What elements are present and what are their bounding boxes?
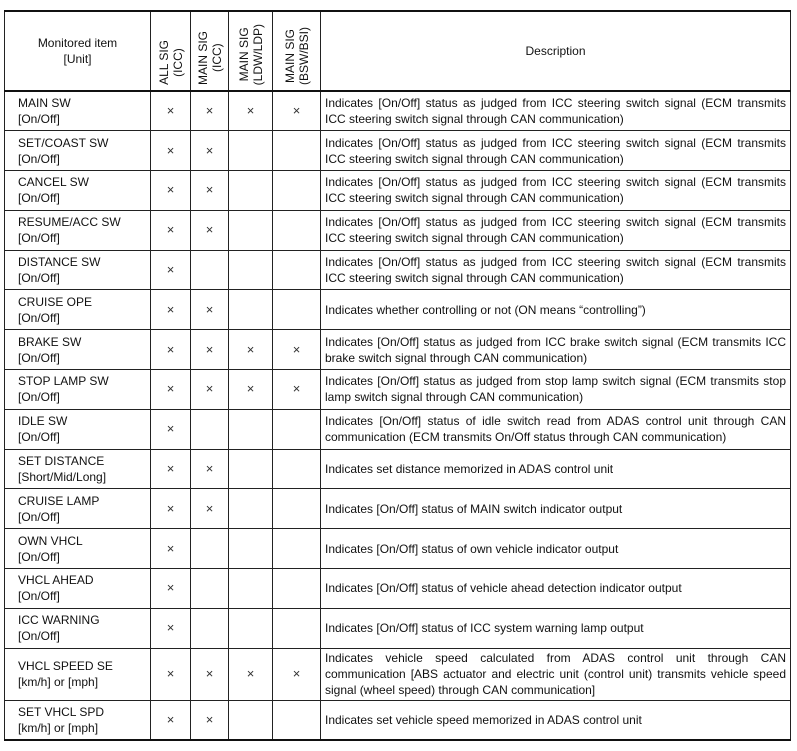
monitored-item-unit: [On/Off] [18,589,60,604]
main-sig-bsw-bsi-mark-cell [273,91,321,131]
header-main-sig-ldw-ldp [229,11,273,91]
monitored-item-name: DISTANCE SW [18,255,101,270]
monitored-item-name: SET/COAST SW [18,135,109,150]
monitored-item-name: CANCEL SW [18,175,89,190]
monitored-item-name: BRAKE SW [18,334,82,349]
main-sig-ldw-ldp-mark-cell [229,250,273,290]
monitored-item-cell [5,409,151,449]
header-main-sig-ldw-line1: MAIN SIG [236,27,251,82]
table-row [5,91,791,131]
main-sig-bsw-bsi-mark-cell [273,700,321,740]
description-cell: Indicates [On/Off] status of ICC system warning lamp output [321,608,791,648]
all-sig-icc-mark: × [166,540,175,556]
main-sig-ldw-ldp-mark: × [246,666,255,682]
header-main-sig-ldw-line2: (LDW/LDP) [250,23,265,85]
main-sig-ldw-ldp-mark: × [246,103,255,119]
monitored-item-cell [5,250,151,290]
main-sig-bsw-bsi-mark-cell [273,290,321,330]
main-sig-ldw-ldp-mark: × [246,381,255,397]
description-cell: Indicates vehicle speed calculated from ADAS control unit through CAN communication [ABS actuator and electric unit (control unit) transmits vehicle speed signal (wheel speed) through CAN communication] [321,648,791,700]
all-sig-icc-mark: × [166,711,175,727]
table-row [5,569,791,609]
monitored-item-cell [5,171,151,211]
monitored-item-cell [5,608,151,648]
main-sig-icc-mark: × [205,711,214,727]
main-sig-ldw-ldp-mark-cell [229,608,273,648]
header-all-sig-line2: (ICC) [170,48,185,77]
table-header-row [5,11,791,91]
all-sig-icc-mark: × [166,381,175,397]
monitored-item-cell [5,91,151,131]
main-sig-icc-mark-cell [191,569,229,609]
main-sig-icc-mark: × [205,142,214,158]
main-sig-ldw-ldp-mark-cell [229,409,273,449]
main-sig-ldw-ldp-mark-cell [229,449,273,489]
main-sig-bsw-bsi-mark-cell [273,171,321,211]
all-sig-icc-mark-cell [151,569,191,609]
monitored-item-cell [5,210,151,250]
description-cell: Indicates [On/Off] status of idle switch read from ADAS control unit through CAN communication (ECM transmits On/Off status through CAN communication) [321,409,791,449]
monitored-item-cell [5,700,151,740]
description-cell: Indicates set vehicle speed memorized in ADAS control unit [321,700,791,740]
all-sig-icc-mark: × [166,580,175,596]
main-sig-ldw-ldp-mark-cell [229,131,273,171]
table-row [5,250,791,290]
main-sig-bsw-bsi-mark: × [292,103,301,119]
all-sig-icc-mark-cell [151,171,191,211]
main-sig-ldw-ldp-mark-cell [229,91,273,131]
all-sig-icc-mark: × [166,142,175,158]
monitored-item-cell [5,370,151,410]
main-sig-bsw-bsi-mark-cell [273,569,321,609]
main-sig-bsw-bsi-mark-cell [273,449,321,489]
all-sig-icc-mark-cell [151,290,191,330]
main-sig-bsw-bsi-mark: × [292,341,301,357]
main-sig-ldw-ldp-mark-cell [229,171,273,211]
main-sig-bsw-bsi-mark-cell [273,370,321,410]
header-monitored-item [5,11,151,91]
main-sig-icc-mark: × [205,182,214,198]
header-main-sig-bsw-line2: (BSW/BSI) [296,26,311,85]
main-sig-ldw-ldp-mark-cell [229,330,273,370]
monitored-item-name: VHCL SPEED SE [18,659,113,674]
monitored-item-name: STOP LAMP SW [18,374,109,389]
all-sig-icc-mark: × [166,500,175,516]
main-sig-icc-mark: × [205,341,214,357]
main-sig-icc-mark: × [205,301,214,317]
table-row [5,330,791,370]
main-sig-icc-mark: × [205,381,214,397]
main-sig-bsw-bsi-mark-cell [273,210,321,250]
all-sig-icc-mark-cell [151,210,191,250]
main-sig-icc-mark-cell [191,700,229,740]
all-sig-icc-mark: × [166,421,175,437]
all-sig-icc-mark-cell [151,529,191,569]
main-sig-bsw-bsi-mark-cell [273,131,321,171]
description-cell: Indicates set distance memorized in ADAS control unit [321,449,791,489]
description-cell: Indicates [On/Off] status as judged from ICC steering switch signal (ECM transmits ICC steering switch signal through CAN communication) [321,210,791,250]
all-sig-icc-mark-cell [151,409,191,449]
monitored-item-cell [5,449,151,489]
monitored-item-cell [5,489,151,529]
monitored-item-unit: [On/Off] [18,629,60,644]
monitored-item-name: VHCL AHEAD [18,573,94,588]
main-sig-bsw-bsi-mark-cell [273,608,321,648]
table-row [5,131,791,171]
monitored-item-unit: [km/h] or [mph] [18,675,99,690]
table-row [5,290,791,330]
monitored-item-cell [5,569,151,609]
all-sig-icc-mark-cell [151,91,191,131]
main-sig-icc-mark-cell [191,131,229,171]
all-sig-icc-mark-cell [151,370,191,410]
monitored-item-unit: [On/Off] [18,509,60,524]
main-sig-icc-mark-cell [191,250,229,290]
table-row [5,608,791,648]
monitored-item-name: SET DISTANCE [18,454,105,469]
monitored-item-name: SET VHCL SPD [18,704,105,719]
table-row [5,700,791,740]
description-cell: Indicates whether controlling or not (ON means “controlling”) [321,290,791,330]
header-main-sig-bsw-bsi [273,11,321,91]
main-sig-icc-mark-cell [191,91,229,131]
main-sig-icc-mark-cell [191,210,229,250]
all-sig-icc-mark-cell [151,608,191,648]
monitored-item-name: RESUME/ACC SW [18,215,121,230]
main-sig-icc-mark: × [205,666,214,682]
all-sig-icc-mark: × [166,301,175,317]
monitored-item-unit: [On/Off] [18,112,60,127]
description-cell: Indicates [On/Off] status of MAIN switch indicator output [321,489,791,529]
header-unit-label: [Unit] [63,52,92,66]
table-row [5,210,791,250]
description-cell: Indicates [On/Off] status of own vehicle indicator output [321,529,791,569]
main-sig-bsw-bsi-mark-cell [273,330,321,370]
header-description: Description [321,11,791,91]
main-sig-bsw-bsi-mark-cell [273,489,321,529]
header-item-label: Monitored item [37,36,118,50]
main-sig-ldw-ldp-mark-cell [229,529,273,569]
main-sig-icc-mark-cell [191,648,229,700]
main-sig-bsw-bsi-mark-cell [273,648,321,700]
description-cell: Indicates [On/Off] status as judged from ICC brake switch signal (ECM transmits ICC brake switch signal through CAN communication) [321,330,791,370]
main-sig-icc-mark-cell [191,608,229,648]
monitored-item-name: OWN VHCL [18,533,83,548]
main-sig-icc-mark-cell [191,489,229,529]
main-sig-bsw-bsi-mark: × [292,381,301,397]
main-sig-icc-mark-cell [191,330,229,370]
monitored-item-name: MAIN SW [18,96,71,111]
all-sig-icc-mark: × [166,222,175,238]
all-sig-icc-mark-cell [151,648,191,700]
table-row [5,529,791,569]
main-sig-icc-mark-cell [191,290,229,330]
main-sig-bsw-bsi-mark-cell [273,409,321,449]
monitored-item-unit: [On/Off] [18,549,60,564]
table-row [5,370,791,410]
all-sig-icc-mark-cell [151,700,191,740]
monitored-item-unit: [On/Off] [18,350,60,365]
monitored-item-name: CRUISE LAMP [18,493,100,508]
monitored-item-name: IDLE SW [18,414,68,429]
monitored-item-name: CRUISE OPE [18,294,93,309]
monitored-item-cell [5,131,151,171]
main-sig-icc-mark-cell [191,171,229,211]
table-row [5,171,791,211]
all-sig-icc-mark: × [166,620,175,636]
all-sig-icc-mark-cell [151,489,191,529]
header-main-sig-icc-line1: MAIN SIG [195,30,210,85]
all-sig-icc-mark: × [166,461,175,477]
monitored-item-cell [5,529,151,569]
monitored-item-unit: [On/Off] [18,430,60,445]
main-sig-icc-mark-cell [191,529,229,569]
description-cell: Indicates [On/Off] status as judged from stop lamp switch signal (ECM transmits stop lamp switch signal through CAN communication) [321,370,791,410]
table-row [5,449,791,489]
all-sig-icc-mark-cell [151,250,191,290]
header-main-sig-icc [191,11,229,91]
all-sig-icc-mark: × [166,182,175,198]
monitored-item-unit: [On/Off] [18,390,60,405]
monitored-item-name: ICC WARNING [18,613,100,628]
table-row [5,648,791,700]
description-cell: Indicates [On/Off] status as judged from ICC steering switch signal (ECM transmits ICC steering switch signal through CAN communication) [321,250,791,290]
main-sig-icc-mark-cell [191,449,229,489]
monitored-item-cell [5,648,151,700]
header-main-sig-bsw-line1: MAIN SIG [282,28,297,83]
all-sig-icc-mark-cell [151,449,191,489]
main-sig-ldw-ldp-mark-cell [229,290,273,330]
monitored-item-unit: [km/h] or [mph] [18,720,99,735]
main-sig-ldw-ldp-mark-cell [229,700,273,740]
all-sig-icc-mark-cell [151,131,191,171]
monitored-item-cell [5,290,151,330]
main-sig-bsw-bsi-mark-cell [273,250,321,290]
all-sig-icc-mark: × [166,103,175,119]
main-sig-ldw-ldp-mark-cell [229,648,273,700]
main-sig-ldw-ldp-mark-cell [229,370,273,410]
monitored-item-unit: [Short/Mid/Long] [18,470,107,485]
header-all-sig-icc [151,11,191,91]
main-sig-icc-mark-cell [191,370,229,410]
description-cell: Indicates [On/Off] status as judged from ICC steering switch signal (ECM transmits ICC steering switch signal through CAN communication) [321,131,791,171]
monitored-item-unit: [On/Off] [18,231,60,246]
all-sig-icc-mark: × [166,666,175,682]
header-all-sig-line1: ALL SIG [156,40,171,85]
table-body [5,91,791,740]
main-sig-ldw-ldp-mark: × [246,341,255,357]
main-sig-icc-mark: × [205,500,214,516]
description-cell: Indicates [On/Off] status as judged from ICC steering switch signal (ECM transmits ICC steering switch signal through CAN communication) [321,91,791,131]
monitor-item-table [4,10,791,741]
main-sig-icc-mark-cell [191,409,229,449]
description-cell: Indicates [On/Off] status as judged from ICC steering switch signal (ECM transmits ICC steering switch signal through CAN communication) [321,171,791,211]
description-cell: Indicates [On/Off] status of vehicle ahead detection indicator output [321,569,791,609]
main-sig-bsw-bsi-mark-cell [273,529,321,569]
header-main-sig-icc-line2: (ICC) [209,43,224,73]
table-row [5,489,791,529]
main-sig-icc-mark: × [205,461,214,477]
monitored-item-unit: [On/Off] [18,191,60,206]
main-sig-bsw-bsi-mark: × [292,666,301,682]
all-sig-icc-mark: × [166,262,175,278]
table-row [5,409,791,449]
monitored-item-cell [5,330,151,370]
main-sig-icc-mark: × [205,103,214,119]
all-sig-icc-mark: × [166,341,175,357]
monitored-item-unit: [On/Off] [18,271,60,286]
main-sig-ldw-ldp-mark-cell [229,569,273,609]
monitored-item-unit: [On/Off] [18,310,60,325]
main-sig-icc-mark: × [205,222,214,238]
main-sig-ldw-ldp-mark-cell [229,210,273,250]
all-sig-icc-mark-cell [151,330,191,370]
main-sig-ldw-ldp-mark-cell [229,489,273,529]
monitored-item-unit: [On/Off] [18,151,60,166]
